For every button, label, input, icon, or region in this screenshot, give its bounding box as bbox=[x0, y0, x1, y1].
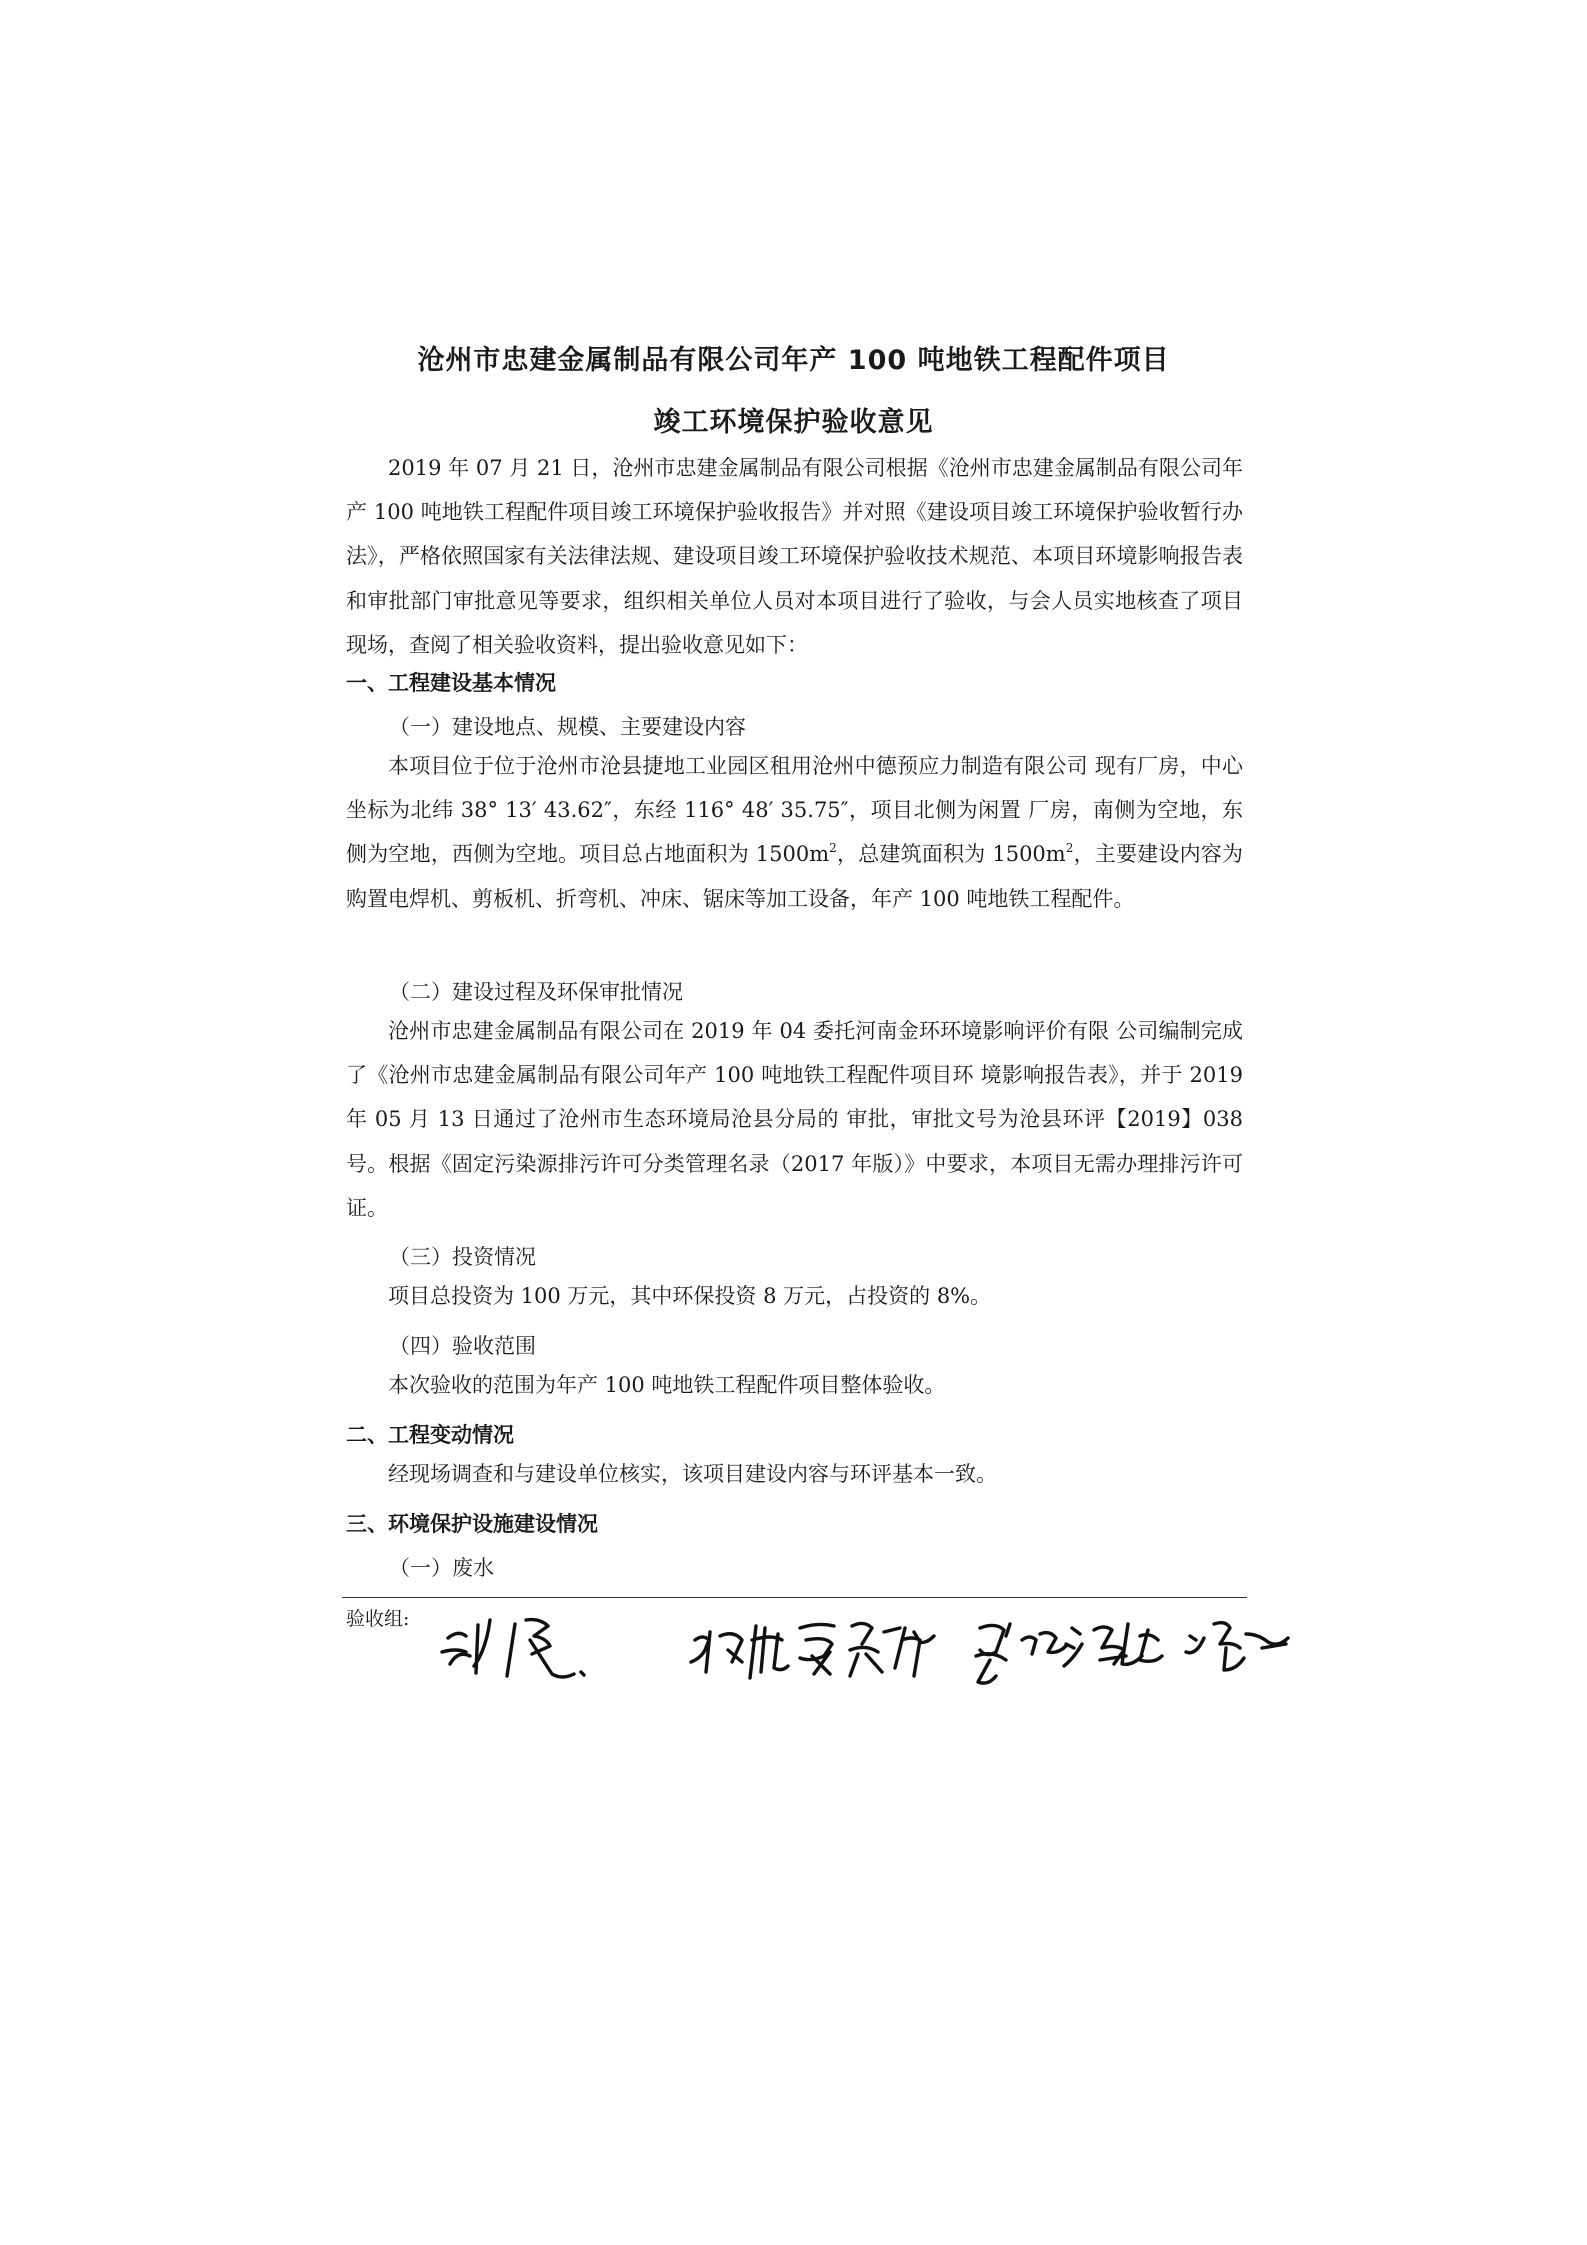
superscript-b: 2 bbox=[1065, 841, 1074, 856]
section3-heading: 三、环境保护设施建设情况 bbox=[346, 1511, 598, 1536]
section1-sub4-heading: （四）验收范围 bbox=[389, 1334, 536, 1358]
document-title: 沧州市忠建金属制品有限公司年产 100 吨地铁工程配件项目 bbox=[417, 345, 1170, 376]
section2-heading: 二、工程变动情况 bbox=[346, 1422, 514, 1447]
section3-sub1-heading: （一）废水 bbox=[389, 1556, 494, 1580]
sub1-text-a: 本项目位于位于沧州市沧县捷地工业园区租用沧州中德预应力制造有限公司 现有厂房，中心坐标为北纬 38° 13′ 43.62″，东经 116° 48′ 35.75″，项目北侧为闲置 厂房，南侧为空地，东侧为空地，西侧为空地。项目总占地面积为 1500m bbox=[346, 754, 1243, 867]
signature-2 bbox=[691, 1623, 934, 1678]
signature-label: 验收组: bbox=[346, 1608, 410, 1630]
superscript-a: 2 bbox=[829, 841, 837, 856]
intro-text: 2019 年 07 月 21 日，沧州市忠建金属制品有限公司根据《沧州市忠建金属制品有限公司年产 100 吨地铁工程配件项目竣工环境保护验收报告》并对照《建设项目竣工环境保护验收暂行办法》，严格依照国家有关法律法规、建设项目竣工环境保护验收技术规范、本项目环境影响报告表和审批部门审批意见等要求，组织相关单位人员对本项目进行了验收，与会人员实地核查了项目现场，查阅了相关验收资料，提出验收意见如下： bbox=[346, 456, 1243, 657]
sub2-text: 沧州市忠建金属制品有限公司在 2019 年 04 委托河南金环环境影响评价有限 公司编制完成了《沧州市忠建金属制品有限公司年产 100 吨地铁工程配件项目环 境影响报告表》，并于 2019 年 05 月 13 日通过了沧州市生态环境局沧县分局的 审批，审批文号为沧县环评【2019】038 号。根据《固定污染源排污许可分类管理名录（2017 年版）》中要求，本项目无需办理排污许可证。 bbox=[346, 1019, 1243, 1220]
signature-1 bbox=[442, 1620, 584, 1677]
signature-4 bbox=[1064, 1624, 1162, 1666]
section1-sub1-heading: （一）建设地点、规模、主要建设内容 bbox=[389, 715, 746, 739]
signature-5 bbox=[1186, 1623, 1288, 1670]
sub1-text-b: ，总建筑面积为 1500m bbox=[836, 842, 1066, 867]
section2-text: 经现场调查和与建设单位核实，该项目建设内容与环评基本一致。 bbox=[388, 1462, 997, 1486]
document-subtitle: 竣工环境保护验收意见 bbox=[653, 407, 934, 438]
section1-sub3-heading: （三）投资情况 bbox=[389, 1245, 536, 1269]
section1-sub2-heading: （二）建设过程及环保审批情况 bbox=[389, 980, 683, 1004]
section1-heading: 一、工程建设基本情况 bbox=[346, 670, 556, 695]
sub1-text-c: ，主要建设内容为购置电焊机、剪板机、折弯机、冲床、锯床等加工设备，年产 100 吨地铁工程配件。 bbox=[346, 842, 1244, 911]
signature-3 bbox=[976, 1624, 1066, 1683]
sub4-text: 本次验收的范围为年产 100 吨地铁工程配件项目整体验收。 bbox=[388, 1373, 946, 1397]
sub3-text: 项目总投资为 100 万元，其中环保投资 8 万元，占投资的 8%。 bbox=[388, 1284, 992, 1308]
